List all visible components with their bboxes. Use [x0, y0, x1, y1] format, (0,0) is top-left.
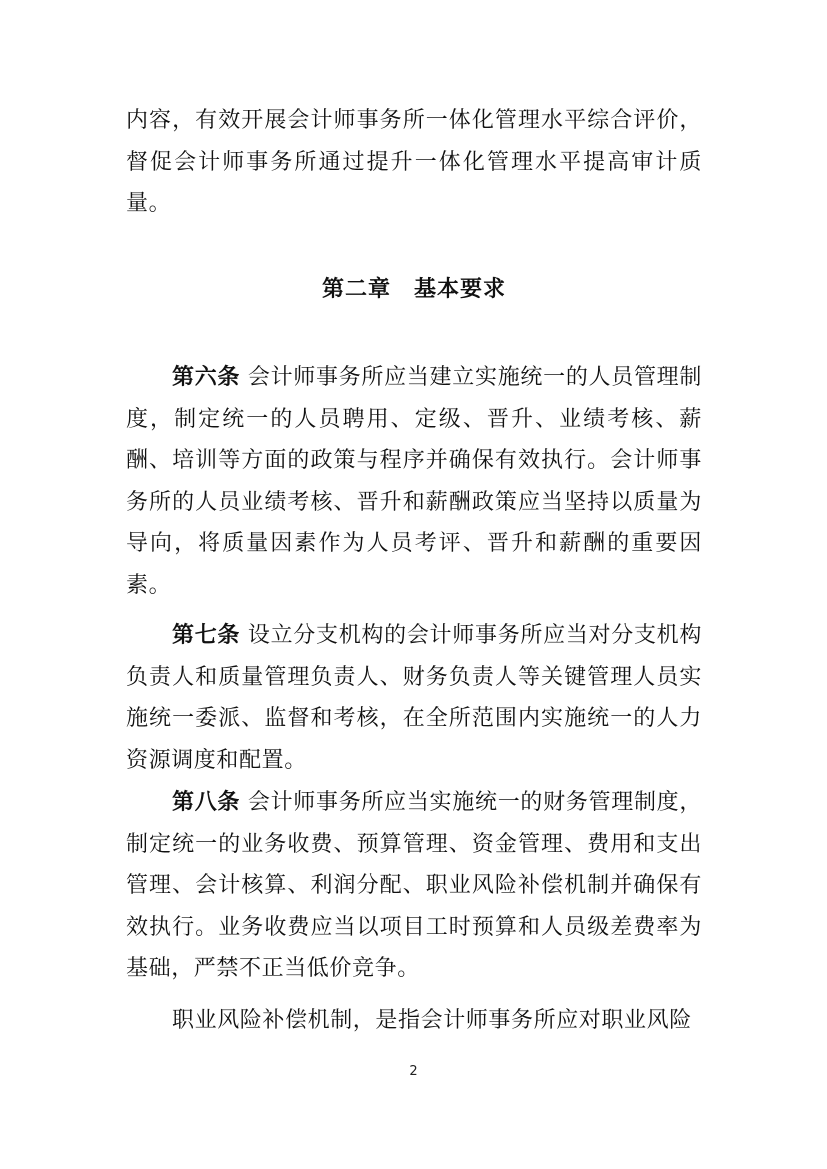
last-paragraph: 职业风险补偿机制，是指会计师事务所应对职业风险 — [172, 1008, 692, 1033]
article-six — [126, 357, 702, 606]
page-number: 2 — [409, 1064, 418, 1079]
continuation-paragraph: 内容，有效开展会计师事务所一体化管理水平综合评价，督促会计师事务所通过提升一体化管理水平提高审计质量。 — [126, 108, 702, 216]
article-eight-text: 会计师事务所应当实施统一的财务管理制度，制定统一的业务收费、预算管理、资金管理、费用和支出管理、会计核算、利润分配、职业风险补偿机制并确保有效执行。业务收费应当以项目工时预算和人员级差费率为基础，严禁不正当低价竞争。 — [126, 790, 702, 981]
article-six-label: 第六条 — [172, 365, 241, 390]
article-eight-label: 第八条 — [172, 790, 241, 815]
article-seven-text: 设立分支机构的会计师事务所应当对分支机构负责人和质量管理负责人、财务负责人等关键管理人员实施统一委派、监督和考核，在全所范围内实施统一的人力资源调度和配置。 — [126, 623, 702, 773]
article-seven-label: 第七条 — [172, 623, 241, 648]
article-six-text: 会计师事务所应当建立实施统一的人员管理制度，制定统一的人员聘用、定级、晋升、业绩考核、薪酬、培训等方面的政策与程序并确保有效执行。会计师事务所的人员业绩考核、晋升和薪酬政策应当坚持以质量为导向，将质量因素作为人员考评、晋升和薪酬的重要因素。 — [126, 365, 702, 598]
chapter-title: 第二章 基本要求 — [321, 277, 506, 302]
article-eight — [126, 782, 702, 990]
article-seven — [126, 615, 702, 781]
